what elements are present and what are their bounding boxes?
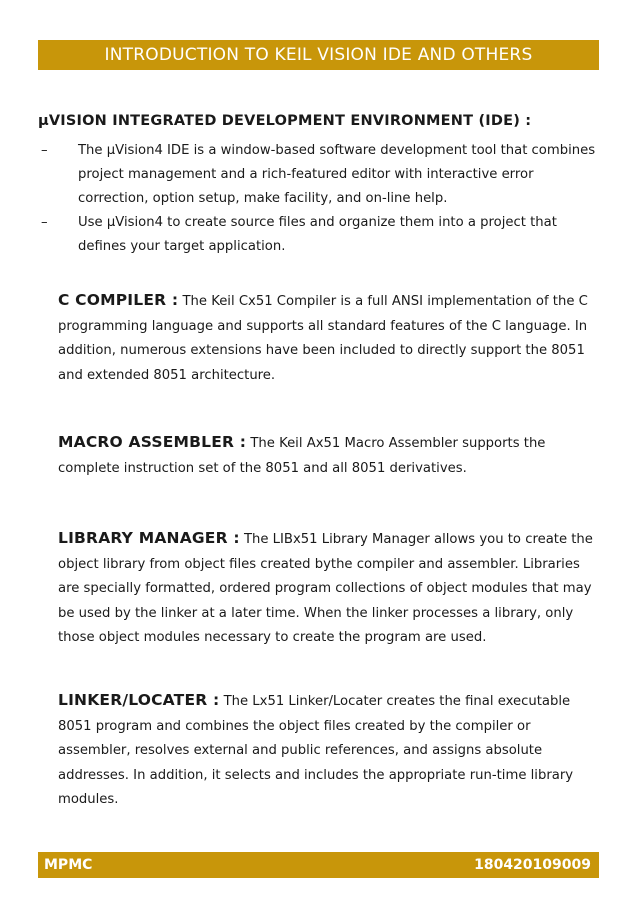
bullet-text: The µVision4 IDE is a window-based software development tool that combines project management and a rich-featured editor with interactive error correction, option setup, make facility, and on-line help.: [78, 143, 596, 206]
dash-bullet-icon: –: [41, 143, 48, 158]
page-header-bar: [38, 40, 599, 70]
page-footer-bar: [38, 852, 599, 878]
linker-locater-heading: LINKER/LOCATER :: [58, 691, 220, 709]
c-compiler-text: The Keil Cx51 Compiler is a full ANSI implementation of the C programming language and supports all standard features of the C language. In addition, numerous extensions have been included to directly support the 8051 and extended 8051 architecture.: [58, 294, 588, 383]
dash-bullet-icon: –: [41, 215, 48, 230]
macro-assembler-section: [58, 430, 594, 481]
footer-enrollment-number: 180420109009: [474, 857, 591, 873]
linker-locater-section: [58, 688, 594, 813]
library-manager-text: The LIBx51 Library Manager allows you to create the object library from object files created bythe compiler and assembler. Libraries are specially formatted, ordered program collections of object modules that may be used by the linker at a later time. When the linker processes a library, only those object modules necessary to create the program are used.: [58, 532, 593, 645]
footer-subject: MPMC: [44, 857, 93, 873]
c-compiler-heading: C COMPILER :: [58, 291, 179, 309]
bullet-text: Use µVision4 to create source files and organize them into a project that defines your target application.: [78, 215, 557, 254]
page-title: INTRODUCTION TO KEIL VISION IDE AND OTHERS: [104, 45, 533, 65]
library-manager-section: [58, 526, 594, 651]
macro-assembler-text: The Keil Ax51 Macro Assembler supports the complete instruction set of the 8051 and all 8051 derivatives.: [58, 436, 546, 476]
ide-bullet-list: [38, 139, 598, 259]
c-compiler-section: [58, 288, 594, 388]
linker-locater-text: The Lx51 Linker/Locater creates the final executable 8051 program and combines the object files created by the compiler or assembler, resolves external and public references, and assigns absolute addresses. In addition, it selects and includes the appropriate run-time library modules.: [58, 694, 574, 807]
ide-heading: µVISION INTEGRATED DEVELOPMENT ENVIRONMENT (IDE) :: [38, 113, 532, 129]
list-item: [38, 139, 598, 211]
ide-section: [38, 113, 598, 259]
macro-assembler-heading: MACRO ASSEMBLER :: [58, 433, 247, 451]
library-manager-heading: LIBRARY MANAGER :: [58, 529, 240, 547]
list-item: [38, 211, 598, 259]
